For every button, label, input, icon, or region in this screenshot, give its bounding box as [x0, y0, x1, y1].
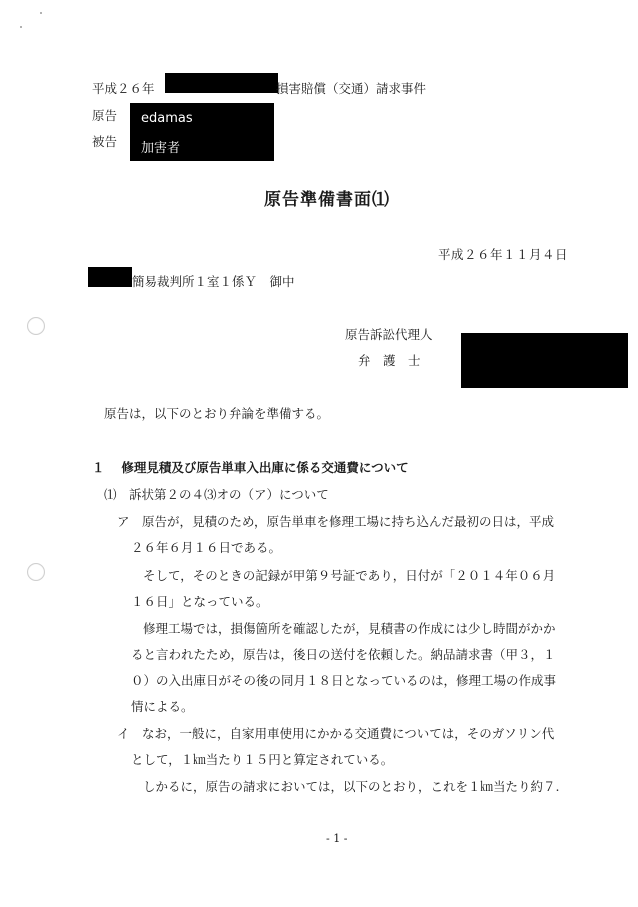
plaintiff-name: edamas	[141, 111, 193, 126]
paragraph-a-line: そして，そのときの記録が甲第９号証であり，日付が「２０１４年０６月	[143, 568, 556, 583]
section-heading: １ 修理見積及び原告単車入出庫に係る交通費について	[92, 460, 409, 475]
subsection-heading: ⑴ 訴状第２の４⑶オの（ア）について	[104, 487, 329, 502]
redaction-case-name	[165, 73, 278, 93]
case-suffix: 損害賠償（交通）請求事件	[276, 81, 427, 96]
punch-hole	[27, 563, 45, 581]
paragraph-i-line: イ なお，一般に，自家用車使用にかかる交通費については，そのガソリン代	[117, 726, 555, 741]
case-prefix: 平成２６年	[92, 81, 155, 96]
scan-speck	[20, 26, 22, 28]
intro-paragraph: 原告は，以下のとおり弁論を準備する。	[104, 406, 330, 421]
court-addressee: 簡易裁判所１室１係Ｙ 御中	[132, 274, 295, 289]
paragraph-a-line: ると言われたため，原告は，後日の送付を依頼した。納品請求書（甲３，１	[131, 647, 556, 662]
document-title: 原告準備書面⑴	[264, 190, 390, 210]
redaction-court	[88, 267, 132, 287]
paragraph-a-line: １６日」となっている。	[131, 594, 269, 609]
paragraph-a-line: ア 原告が，見積のため，原告単車を修理工場に持ち込んだ最初の日は，平成	[117, 514, 555, 529]
defendant-name: 加害者	[141, 141, 181, 156]
paragraph-a-line: 情による。	[131, 699, 194, 714]
punch-hole	[27, 317, 45, 335]
redaction-attorney-name	[461, 333, 628, 388]
document-date: 平成２６年１１月４日	[438, 247, 569, 262]
paragraph-a-line: 修理工場では，損傷箇所を確認したが，見積書の作成には少し時間がかか	[143, 621, 556, 636]
attorney-title: 弁 護 士	[358, 353, 421, 368]
page-number: - 1 -	[326, 832, 348, 845]
attorney-role: 原告訴訟代理人	[345, 327, 433, 342]
paragraph-i-line: として，１㎞当たり１５円と算定されている。	[131, 752, 394, 767]
defendant-label: 被告	[92, 134, 118, 149]
plaintiff-label: 原告	[92, 108, 118, 123]
paragraph-a-line: ０）の入出庫日がその後の同月１８日となっているのは，修理工場の作成事	[131, 673, 557, 688]
paragraph-a-line: ２６年６月１６日である。	[131, 540, 282, 555]
paragraph-i-line: しかるに，原告の請求においては，以下のとおり，これを１㎞当たり約７.	[143, 779, 560, 794]
scan-speck	[40, 12, 42, 14]
